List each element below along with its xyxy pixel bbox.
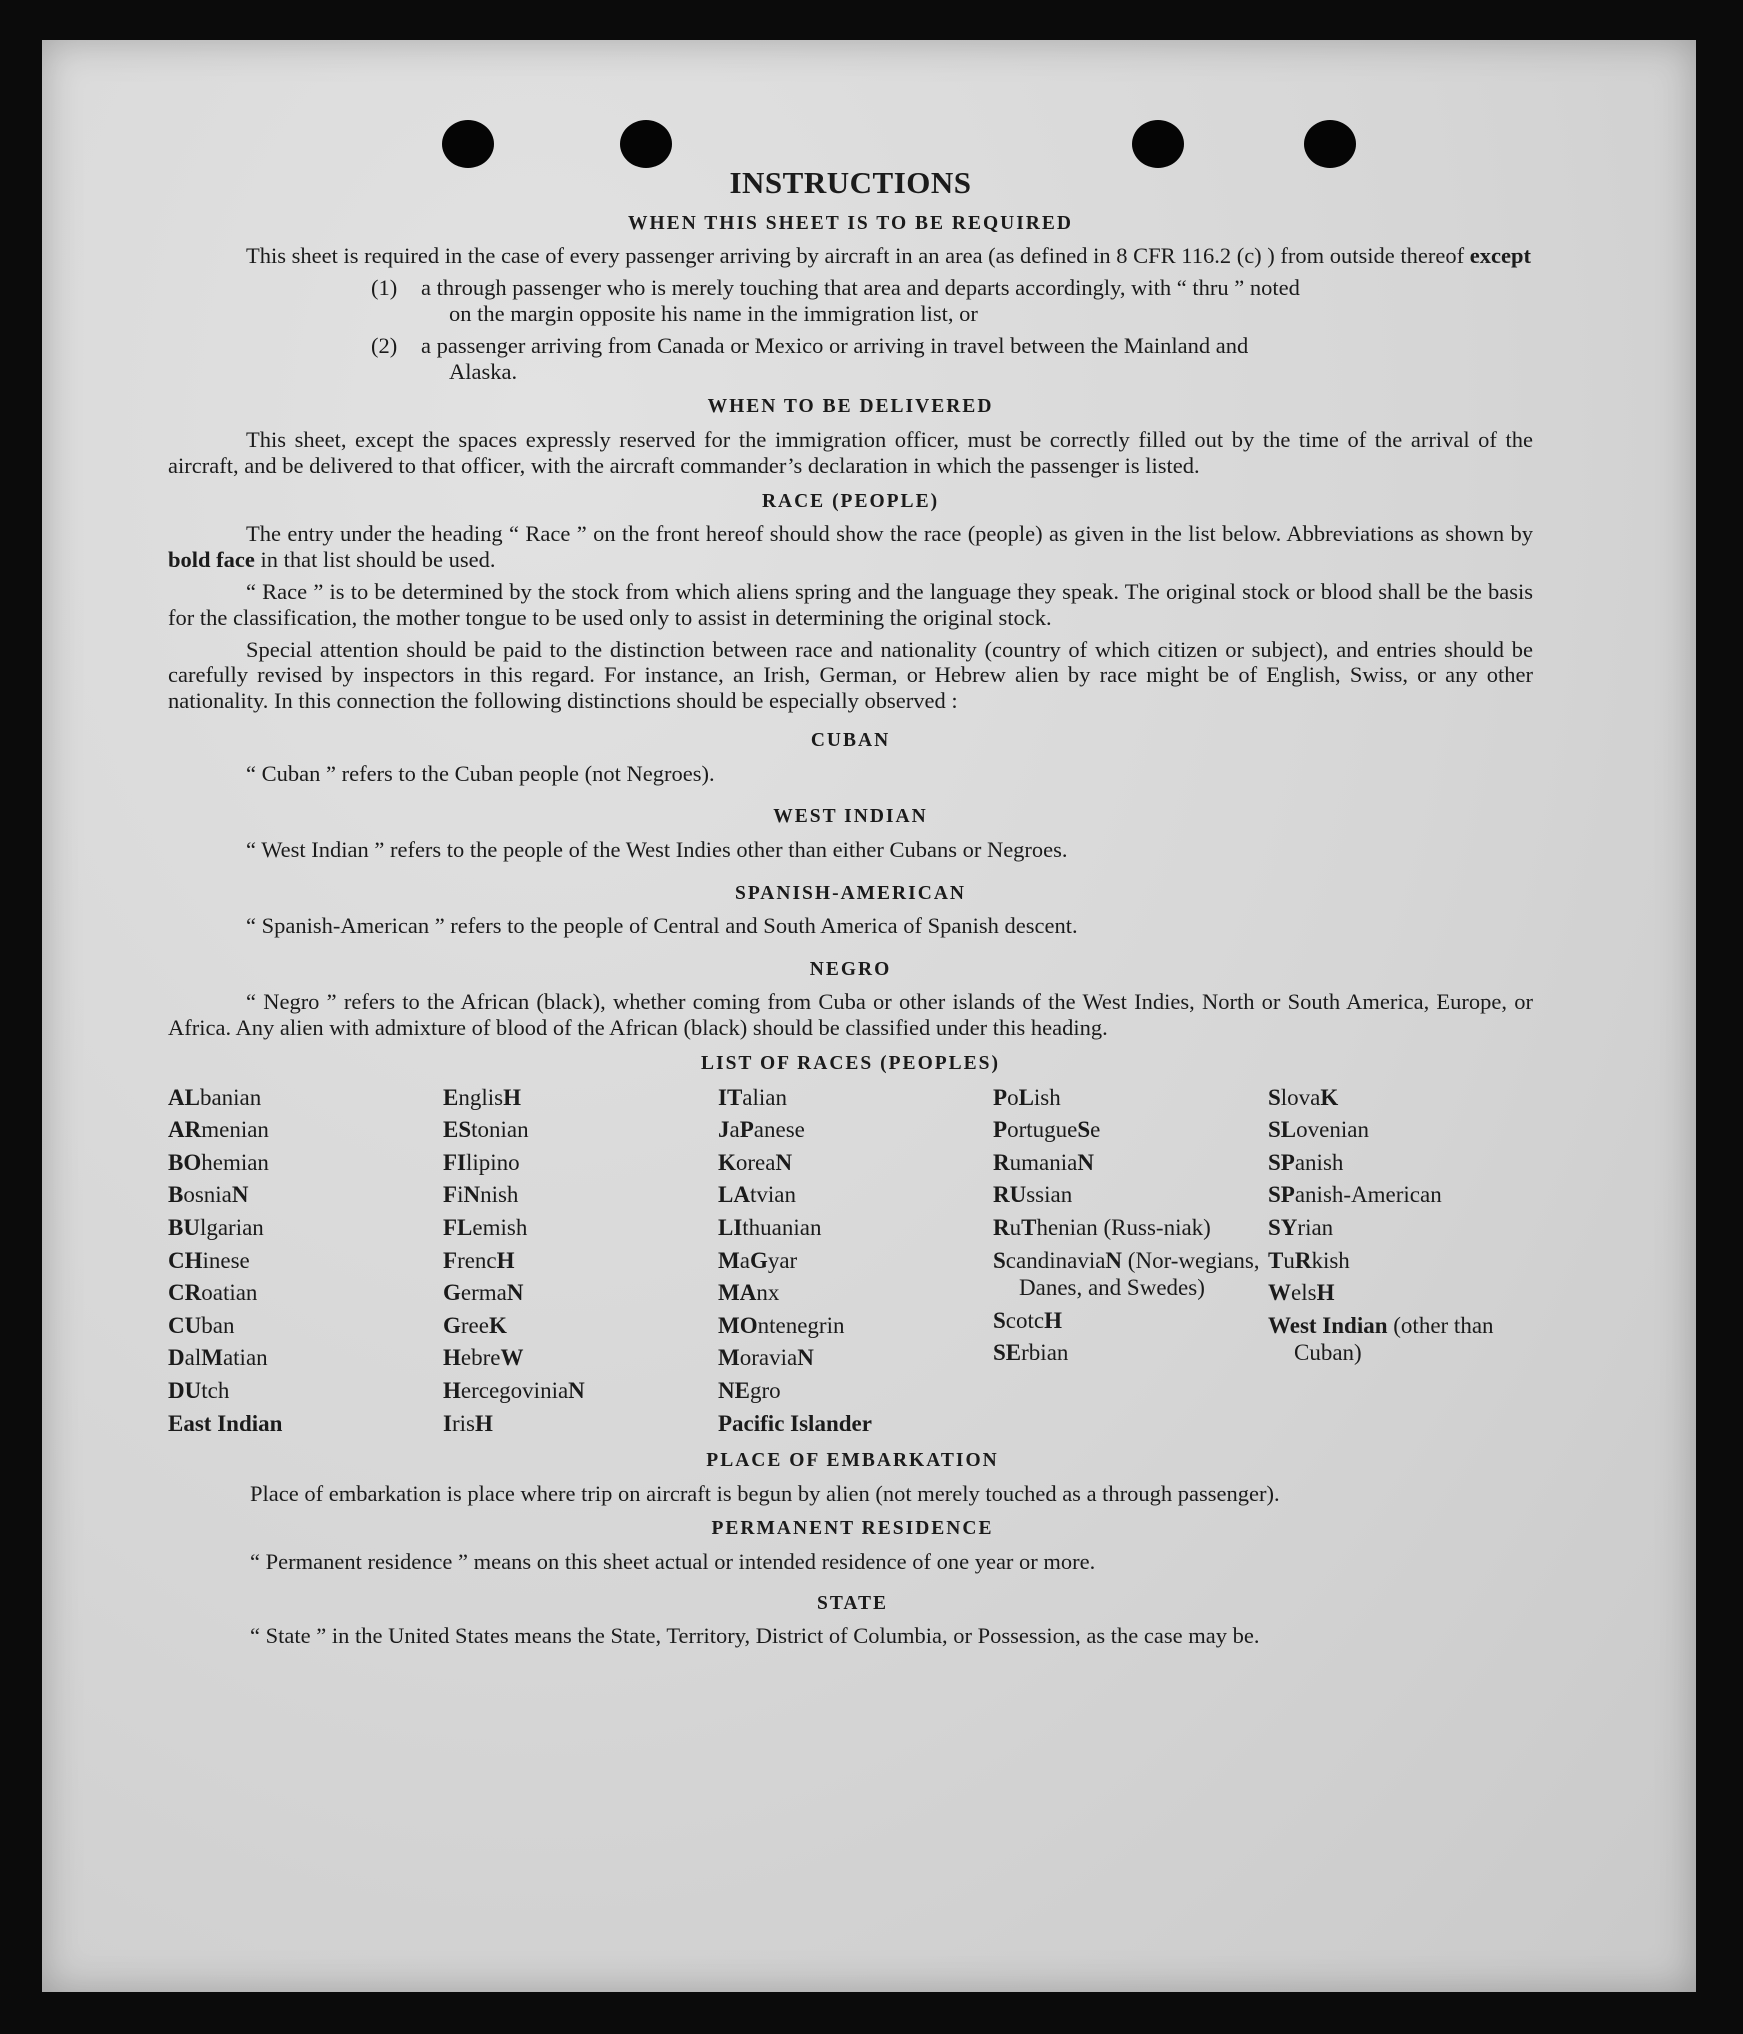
- race-entry: West Indian (other than Cuban): [1268, 1312, 1494, 1366]
- race-entry: GreeK: [443, 1312, 507, 1338]
- cuban-text: “ Cuban ” refers to the Cuban people (not Negroes).: [246, 760, 715, 786]
- punch-hole: [620, 120, 672, 168]
- race-entry: MOntenegrin: [718, 1312, 845, 1338]
- section-heading-spanish-american: SPANISH-AMERICAN: [735, 882, 966, 904]
- race-entry: Pacific Islander: [718, 1410, 872, 1436]
- race-paragraph-1: The entry under the heading “ Race ” on the front hereof should show the race (people) as given in the list below. Abbreviations as shown by bold face in that list should be used.: [168, 521, 1533, 572]
- race-entry: HercegoviniaN: [443, 1377, 585, 1403]
- race-entry: ScandinaviaN (Nor-wegians, Danes, and Swedes): [993, 1247, 1260, 1301]
- section-heading-list-of-races: LIST OF RACES (PEOPLES): [700, 1053, 1000, 1075]
- state-text: “ State ” in the United States means the State, Territory, District of Columbia, or Possession, as the case may be.: [250, 1623, 1260, 1649]
- race-entry: SlovaK: [1268, 1084, 1339, 1110]
- race-entry: DUtch: [168, 1377, 230, 1403]
- races-column: [993, 1084, 1268, 1443]
- race-entry: JaPanese: [718, 1117, 805, 1143]
- section-heading-negro: NEGRO: [809, 959, 892, 981]
- races-column: [168, 1084, 443, 1443]
- race-entry: SYrian: [1268, 1215, 1334, 1241]
- exception-item: (1) a through passenger who is merely touching that area and departs accordingly, with “ thru ” noted on the margin opposite his name in the immigration list, or: [371, 274, 1300, 326]
- when-required-intro: This sheet is required in the case of every passenger arriving by aircraft in an area (as defined in 8 CFR 116.2 (c) ) from outside thereof except: [246, 243, 1531, 269]
- instructions-body: [168, 165, 1533, 1655]
- permanent-residence-text: “ Permanent residence ” means on this sheet actual or intended residence of one year or more.: [250, 1548, 1096, 1574]
- race-entry: BOhemian: [168, 1149, 269, 1175]
- race-entry: BUlgarian: [168, 1215, 264, 1241]
- race-entry: GermaN: [443, 1280, 524, 1306]
- race-entry: FiNnish: [443, 1182, 519, 1208]
- section-heading-state: STATE: [816, 1592, 889, 1614]
- section-heading-permanent-residence: PERMANENT RESIDENCE: [711, 1518, 994, 1540]
- race-entry: RumaniaN: [993, 1149, 1094, 1175]
- negro-text: “ Negro ” refers to the African (black), whether coming from Cuba or other islands of the West Indies, North or South America, Europe, or Africa. Any alien with admixture of blood of the African (black) should be classified under this heading.: [168, 989, 1533, 1041]
- race-entry: MoraviaN: [718, 1345, 814, 1371]
- when-delivered-text: This sheet, except the spaces expressly reserved for the immigration officer, must be correctly filled out by the time of the arrival of the aircraft, and be delivered to that officer, with the aircraft commander’s declaration in which the passenger is listed.: [168, 426, 1533, 478]
- race-entry: HebreW: [443, 1345, 524, 1371]
- section-heading-race: RACE (PEOPLE): [761, 490, 940, 512]
- section-heading-cuban: CUBAN: [810, 730, 891, 752]
- race-entry: PortugueSe: [993, 1117, 1101, 1143]
- race-entry: ITalian: [718, 1084, 787, 1110]
- section-heading-place-of-embarkation: PLACE OF EMBARKATION: [706, 1450, 999, 1472]
- race-entry: SPanish-American: [1268, 1182, 1442, 1208]
- race-entry: CRoatian: [168, 1280, 258, 1306]
- punch-hole: [1132, 120, 1184, 168]
- race-entry: LIthuanian: [718, 1215, 822, 1241]
- race-entry: SErbian: [993, 1340, 1069, 1366]
- race-entry: MAnx: [718, 1280, 780, 1306]
- race-entry: LAtvian: [718, 1182, 796, 1208]
- race-entry: RuThenian (Russ-niak): [993, 1215, 1211, 1241]
- races-column: [443, 1084, 718, 1443]
- race-entry: WelsH: [1268, 1280, 1335, 1306]
- race-entry: BosniaN: [168, 1182, 249, 1208]
- race-entry: ALbanian: [168, 1084, 262, 1110]
- race-entry: MaGyar: [718, 1247, 798, 1273]
- race-entry: TuRkish: [1268, 1247, 1350, 1273]
- punch-hole: [442, 120, 494, 168]
- races-list: [168, 1084, 1533, 1443]
- race-entry: RUssian: [993, 1182, 1073, 1208]
- race-entry: NEgro: [718, 1377, 781, 1403]
- section-heading-west-indian: WEST INDIAN: [773, 806, 928, 828]
- race-paragraph-2: “ Race ” is to be determined by the stock from which aliens spring and the language they speak. The original stock or blood shall be the basis for the classification, the mother tongue to be used only to assist in determining the original stock.: [168, 578, 1533, 630]
- race-entry: ARmenian: [168, 1117, 269, 1143]
- race-entry: CHinese: [168, 1247, 250, 1273]
- exception-item: (2) a passenger arriving from Canada or Mexico or arriving in travel between the Mainland and Alaska.: [371, 332, 1249, 384]
- race-entry: SPanish: [1268, 1149, 1344, 1175]
- races-column: [1268, 1084, 1533, 1443]
- race-entry: SLovenian: [1268, 1117, 1369, 1143]
- race-entry: FrencH: [443, 1247, 515, 1273]
- race-entry: FLemish: [443, 1215, 528, 1241]
- race-entry: KoreaN: [718, 1149, 793, 1175]
- race-paragraph-3: Special attention should be paid to the distinction between race and nationality (country of which citizen or subject), and entries should be carefully revised by inspectors in this regard. For instance, an Irish, German, or Hebrew alien by race might be of English, Swiss, or any other nationality. In this connection the following distinctions should be especially observed :: [168, 636, 1533, 714]
- punch-hole: [1304, 120, 1356, 168]
- race-entry: PoLish: [993, 1084, 1061, 1110]
- race-entry: East Indian: [168, 1410, 283, 1436]
- race-entry: DalMatian: [168, 1345, 268, 1371]
- race-entry: EnglisH: [443, 1084, 521, 1110]
- race-entry: CUban: [168, 1312, 235, 1338]
- page-title: INSTRUCTIONS: [729, 165, 972, 200]
- race-entry: ScotcH: [993, 1307, 1062, 1333]
- west-indian-text: “ West Indian ” refers to the people of the West Indies other than either Cubans or Negroes.: [246, 836, 1068, 862]
- place-of-embarkation-text: Place of embarkation is place where trip on aircraft is begun by alien (not merely touched as a through passenger).: [250, 1480, 1280, 1506]
- race-entry: FIlipino: [443, 1149, 520, 1175]
- races-column: [718, 1084, 993, 1443]
- race-entry: EStonian: [443, 1117, 529, 1143]
- section-heading-when-delivered: WHEN TO BE DELIVERED: [707, 396, 994, 418]
- race-entry: IrisH: [443, 1410, 493, 1436]
- section-heading-when-required: WHEN THIS SHEET IS TO BE REQUIRED: [628, 212, 1073, 234]
- spanish-american-text: “ Spanish-American ” refers to the people of Central and South America of Spanish descent.: [246, 913, 1078, 939]
